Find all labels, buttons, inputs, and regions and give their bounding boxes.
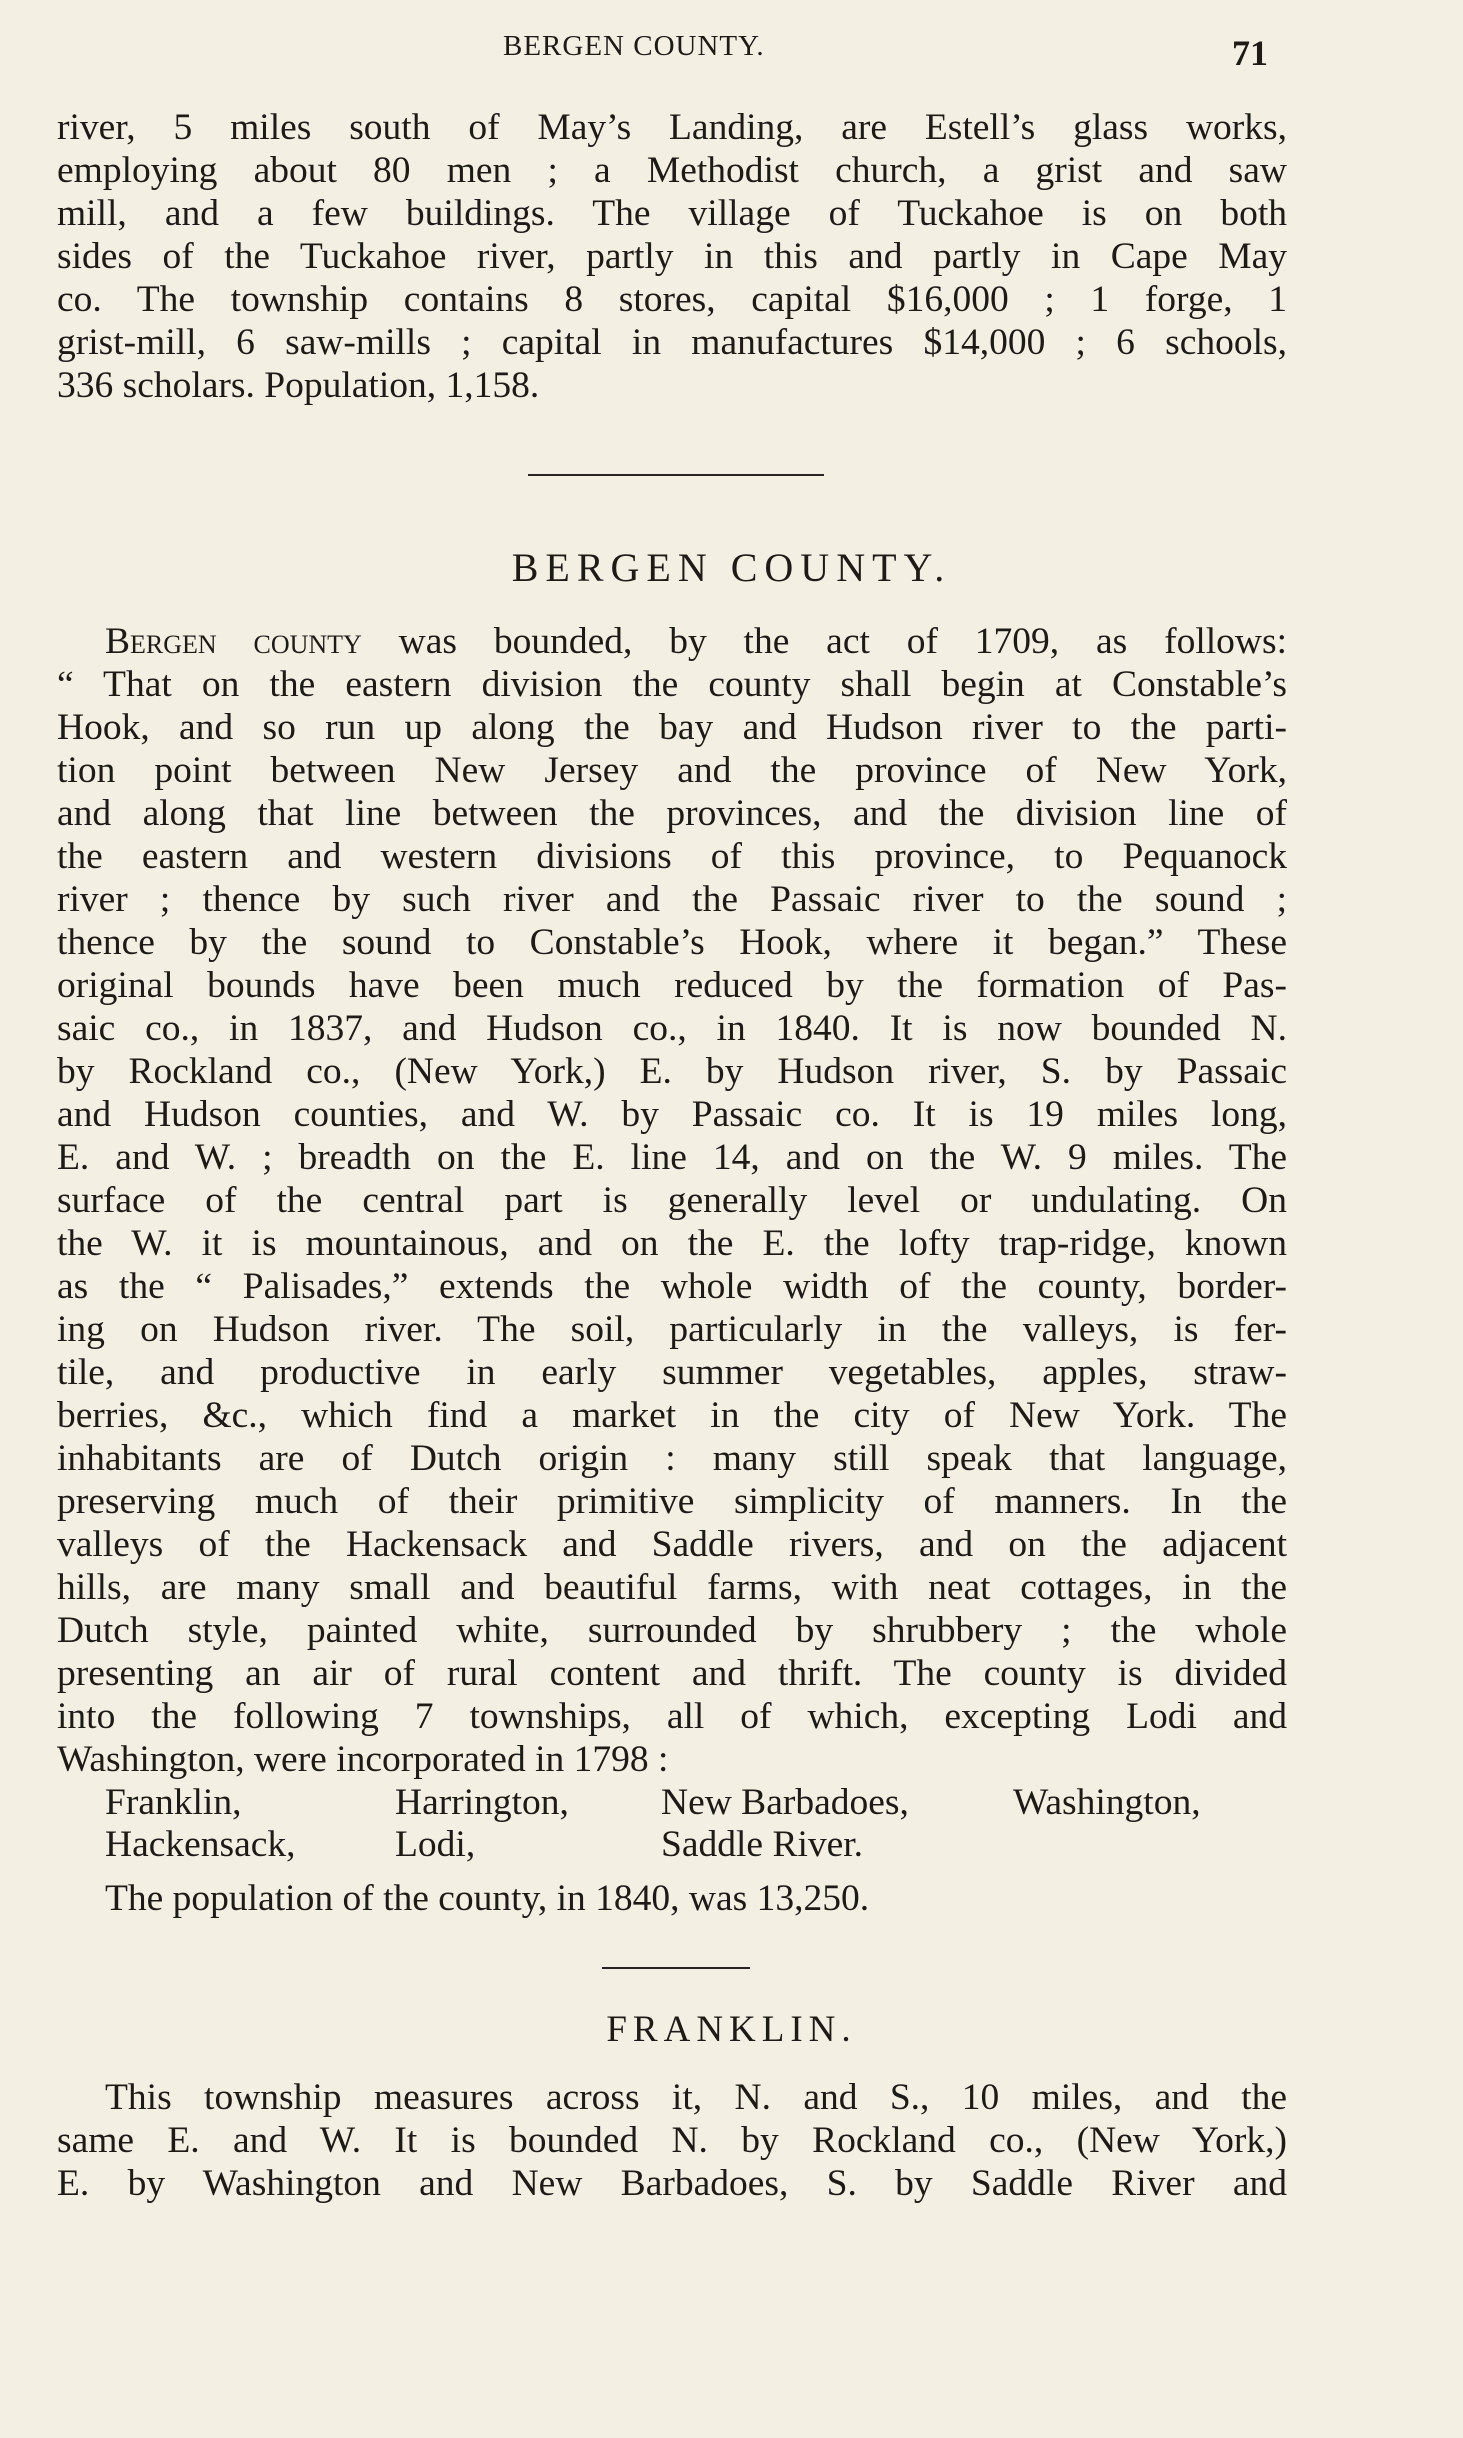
text-line: hills, are many small and beautiful farms, with neat cottages, in the <box>57 1567 1287 1608</box>
text-line: the W. it is mountainous, and on the E. the lofty trap-ridge, known <box>57 1223 1287 1264</box>
township-row <box>105 1824 1305 1866</box>
text-line: valleys of the Hackensack and Saddle rivers, and on the adjacent <box>57 1524 1287 1565</box>
township-name: Saddle River. <box>661 1824 864 1865</box>
text-line: sides of the Tuckahoe river, partly in this and partly in Cape May <box>57 236 1287 277</box>
text-line: into the following 7 townships, all of which, excepting Lodi and <box>57 1696 1287 1737</box>
text-line: employing about 80 men ; a Methodist church, a grist and saw <box>57 150 1287 191</box>
running-head-title: BERGEN COUNTY. <box>503 30 765 62</box>
text-line: by Rockland co., (New York,) E. by Hudson river, S. by Passaic <box>57 1051 1287 1092</box>
text-line: Hook, and so run up along the bay and Hudson river to the parti- <box>57 707 1287 748</box>
text-line: berries, &c., which find a market in the city of New York. The <box>57 1395 1287 1436</box>
franklin-paragraph <box>57 2076 1287 2205</box>
text-line: E. by Washington and New Barbadoes, S. by Saddle River and <box>57 2163 1287 2204</box>
section-heading-franklin: FRANKLIN. <box>606 2009 857 2050</box>
text-line: inhabitants are of Dutch origin : many still speak that language, <box>57 1438 1287 1479</box>
text-line: The population of the county, in 1840, was 13,250. <box>105 1878 870 1919</box>
text-line: ing on Hudson river. The soil, particularly in the valleys, is fer- <box>57 1309 1287 1350</box>
first-line-rest: was bounded, by the act of 1709, as follows: <box>361 621 1287 662</box>
text-line <box>57 620 1287 663</box>
text-line: river, 5 miles south of May’s Landing, are Estell’s glass works, <box>57 107 1287 148</box>
text-line: mill, and a few buildings. The village of Tuckahoe is on both <box>57 193 1287 234</box>
text-line: river ; thence by such river and the Passaic river to the sound ; <box>57 879 1287 920</box>
text-line: tile, and productive in early summer vegetables, apples, straw- <box>57 1352 1287 1393</box>
running-head <box>0 30 1463 74</box>
lead-small-caps: Bergen county <box>105 621 362 662</box>
section-divider <box>602 1967 750 1969</box>
text-line: E. and W. ; breadth on the E. line 14, and on the W. 9 miles. The <box>57 1137 1287 1178</box>
text-line: thence by the sound to Constable’s Hook, where it began.” These <box>57 922 1287 963</box>
text-line: original bounds have been much reduced by the formation of Pas- <box>57 965 1287 1006</box>
township-name: New Barbadoes, <box>661 1782 909 1823</box>
township-name: Washington, <box>1013 1782 1201 1823</box>
section-heading-bergen: BERGEN COUNTY. <box>511 545 952 590</box>
text-line: presenting an air of rural content and thrift. The county is divided <box>57 1653 1287 1694</box>
text-line: tion point between New Jersey and the province of New York, <box>57 750 1287 791</box>
text-line: same E. and W. It is bounded N. by Rockland co., (New York,) <box>57 2120 1287 2161</box>
text-line: grist-mill, 6 saw-mills ; capital in manufactures $14,000 ; 6 schools, <box>57 322 1287 363</box>
population-statement <box>105 1877 1285 1920</box>
township-name: Harrington, <box>395 1782 569 1823</box>
text-line: 336 scholars. Population, 1,158. <box>57 365 540 406</box>
page-number: 71 <box>1232 33 1268 73</box>
text-line: Washington, were incorporated in 1798 : <box>57 1739 669 1780</box>
text-line: and along that line between the provinces, and the division line of <box>57 793 1287 834</box>
text-line: Dutch style, painted white, surrounded by shrubbery ; the whole <box>57 1610 1287 1651</box>
section-divider <box>528 474 824 476</box>
township-row <box>105 1782 1305 1824</box>
text-line: as the “ Palisades,” extends the whole width of the county, border- <box>57 1266 1287 1307</box>
township-name: Franklin, <box>105 1782 242 1823</box>
text-line: and Hudson counties, and W. by Passaic co. It is 19 miles long, <box>57 1094 1287 1135</box>
township-name: Lodi, <box>395 1824 476 1865</box>
bergen-paragraph <box>57 620 1287 1781</box>
text-line: saic co., in 1837, and Hudson co., in 1840. It is now bounded N. <box>57 1008 1287 1049</box>
text-line: “ That on the eastern division the county shall begin at Constable’s <box>57 664 1287 705</box>
text-line: co. The township contains 8 stores, capital $16,000 ; 1 forge, 1 <box>57 279 1287 320</box>
text-line: preserving much of their primitive simplicity of manners. In the <box>57 1481 1287 1522</box>
text-line: surface of the central part is generally level or undulating. On <box>57 1180 1287 1221</box>
prev-section-text <box>57 106 1287 407</box>
text-line: the eastern and western divisions of this province, to Pequanock <box>57 836 1287 877</box>
township-list <box>105 1782 1305 1866</box>
township-name: Hackensack, <box>105 1824 296 1865</box>
text-line: This township measures across it, N. and S., 10 miles, and the <box>105 2077 1287 2118</box>
